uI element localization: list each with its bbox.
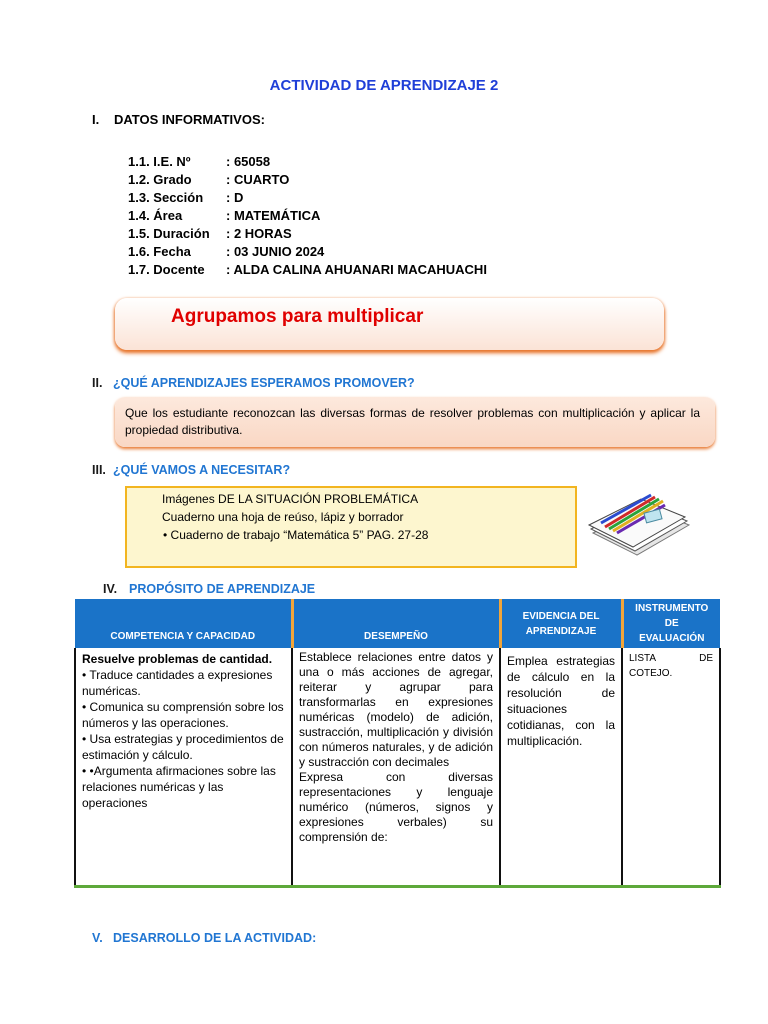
page-title: ACTIVIDAD DE APRENDIZAJE 2 xyxy=(269,77,499,94)
materials-item: • Cuaderno de trabajo “Matemática 5” PAG. 27-28 xyxy=(163,528,429,542)
purpose-table xyxy=(74,599,721,888)
cell-evidencia: Emplea estrategias de cálculo en la resolución de situaciones cotidianas, con la multiplicación. xyxy=(500,648,622,886)
section-title: DATOS INFORMATIVOS: xyxy=(114,112,265,127)
section-datos-heading xyxy=(92,112,265,127)
info-value: : ALDA CALINA AHUANARI MACAHUACHI xyxy=(226,262,487,277)
info-list xyxy=(128,153,487,279)
info-label: 1.6. Fecha xyxy=(128,244,191,259)
info-label: 1.1. I.E. Nº xyxy=(128,154,191,169)
section-number: IV. xyxy=(103,582,118,596)
section-title: DESARROLLO DE LA ACTIVIDAD: xyxy=(113,931,317,945)
table-row xyxy=(75,648,720,886)
competencia-item: • •Argumenta afirmaciones sobre las relaciones numéricas y las operaciones xyxy=(82,764,276,810)
header-desempeno: DESEMPEÑO xyxy=(292,599,500,648)
materials-item: Imágenes DE LA SITUACIÓN PROBLEMÁTICA xyxy=(162,492,419,506)
competencia-item: • Usa estrategias y procedimientos de estimación y cálculo. xyxy=(82,732,284,762)
info-value: : CUARTO xyxy=(226,172,290,187)
header-competencia: COMPETENCIA Y CAPACIDAD xyxy=(75,599,292,648)
info-value: : MATEMÁTICA xyxy=(226,208,321,223)
info-label: 1.7. Docente xyxy=(128,262,205,277)
info-row xyxy=(128,171,487,189)
section-number: V. xyxy=(92,931,103,945)
section-title: ¿QUÉ APRENDIZAJES ESPERAMOS PROMOVER? xyxy=(113,376,415,390)
info-label: 1.2. Grado xyxy=(128,172,192,187)
info-value: : 65058 xyxy=(226,154,271,169)
info-label: 1.3. Sección xyxy=(128,190,204,205)
section-number: I. xyxy=(92,112,100,127)
competencia-item: • Comunica su comprensión sobre los números y las operaciones. xyxy=(82,700,284,730)
info-value: : 03 JUNIO 2024 xyxy=(226,244,325,259)
info-row xyxy=(128,207,487,225)
materials-box xyxy=(125,486,577,568)
activity-title: Agrupamos para multiplicar xyxy=(171,306,424,327)
info-value: : 2 HORAS xyxy=(226,226,292,241)
materials-item: Cuaderno una hoja de reúso, lápiz y borrador xyxy=(162,510,404,524)
section-necesitar-heading xyxy=(92,463,290,477)
competencia-item: • Traduce cantidades a expresiones numéricas. xyxy=(82,668,273,698)
section-title: ¿QUÉ VAMOS A NECESITAR? xyxy=(113,463,291,477)
cell-instrumento: LISTA DE COTEJO. xyxy=(622,648,720,886)
aprendizajes-text: Que los estudiante reconozcan las diversas formas de resolver problemas con multiplicación y aplicar la propiedad distributiva. xyxy=(125,406,700,437)
info-value: : D xyxy=(226,190,244,205)
cell-desempeno xyxy=(292,648,500,886)
info-label: 1.4. Área xyxy=(128,208,183,223)
section-aprendizajes-heading xyxy=(92,376,415,390)
section-proposito-heading xyxy=(103,582,315,596)
header-instrumento: INSTRUMENTO DE EVALUACIÓN xyxy=(622,599,720,648)
section-number: III. xyxy=(92,463,106,477)
section-title: PROPÓSITO DE APRENDIZAJE xyxy=(129,582,316,596)
cell-competencia xyxy=(75,648,292,886)
school-supplies-icon xyxy=(585,485,695,565)
header-evidencia: EVIDENCIA DEL APRENDIZAJE xyxy=(500,599,622,648)
competencia-title: Resuelve problemas de cantidad. xyxy=(82,652,273,666)
table-header-row xyxy=(75,599,720,648)
info-row xyxy=(128,153,487,171)
desempeno-text: Establece relaciones entre datos y una o más acciones de agregar, reiterar y agrupar para transformarlas en expresiones numéricas (modelo) de adición, sustracción, multiplicación y división con números naturales, y de adición y sustracción con decimales xyxy=(299,650,493,769)
info-row xyxy=(128,189,487,207)
desempeno-text: Expresa con diversas representaciones y lenguaje numérico (números, signos y expresiones verbales) su comprensión de: xyxy=(299,770,493,844)
info-row xyxy=(128,243,487,261)
info-label: 1.5. Duración xyxy=(128,226,210,241)
info-row xyxy=(128,225,487,243)
info-row xyxy=(128,261,487,279)
section-desarrollo-heading xyxy=(92,931,316,945)
section-number: II. xyxy=(92,376,103,390)
